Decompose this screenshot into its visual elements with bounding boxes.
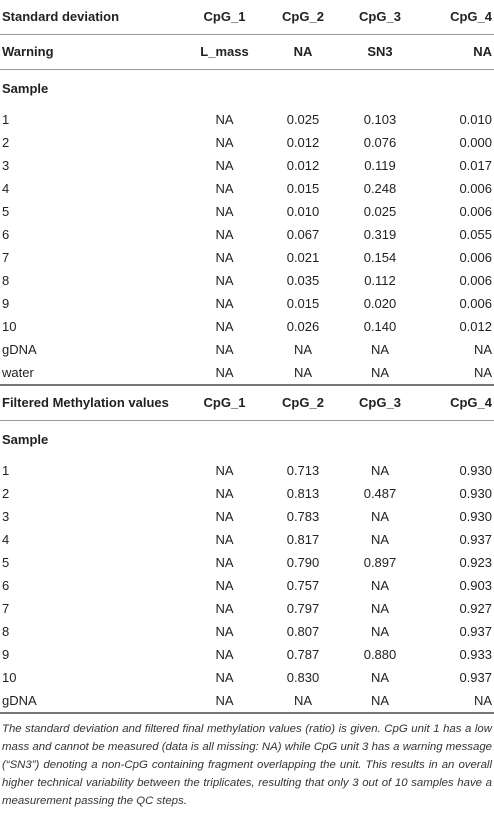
cpg3-value: 0.076 — [363, 135, 397, 150]
table-row — [0, 315, 494, 338]
cpg1-value: NA — [215, 365, 234, 380]
table-row — [0, 643, 494, 666]
table-row — [0, 597, 494, 620]
sample-label: water — [2, 365, 34, 380]
cpg3-value: NA — [370, 463, 390, 478]
sample-label: 6 — [2, 578, 10, 593]
methylation-section — [0, 385, 494, 712]
cpg3-value: NA — [370, 532, 390, 547]
sample-label: 5 — [2, 555, 10, 570]
cpg1-value: NA — [215, 227, 234, 242]
cpg2-value: 0.067 — [286, 227, 320, 242]
cpg1-value: NA — [215, 555, 234, 570]
table-row — [0, 574, 494, 597]
cpg4-value: 0.006 — [459, 181, 492, 196]
cpg3-value: NA — [370, 578, 390, 593]
warning-label: Warning — [2, 44, 54, 59]
cpg1-value: NA — [215, 250, 234, 265]
cpg4-value: 0.930 — [459, 509, 492, 524]
cpg1-value: NA — [215, 532, 234, 547]
col-header-cpg2: CpG_2 — [267, 0, 339, 35]
cpg3-value: 0.020 — [363, 296, 397, 311]
sample-subheader-row — [0, 421, 494, 460]
sample-label: 3 — [2, 509, 10, 524]
sample-label: 9 — [2, 647, 10, 662]
sample-label: 7 — [2, 250, 10, 265]
cpg2-value: NA — [293, 342, 313, 357]
cpg4-value: 0.017 — [459, 158, 492, 173]
table-row — [0, 505, 494, 528]
col-header-cpg1: CpG_1 — [182, 385, 267, 421]
cpg1-value: NA — [215, 647, 234, 662]
cpg2-value: 0.757 — [286, 578, 320, 593]
cpg3-value: NA — [370, 601, 390, 616]
cpg3-value: 0.140 — [363, 319, 397, 334]
cpg4-value: 0.006 — [459, 273, 492, 288]
table-row — [0, 246, 494, 269]
cpg1-value: NA — [215, 342, 234, 357]
col-header-cpg4: CpG_4 — [421, 385, 494, 421]
sample-label: 4 — [2, 532, 10, 547]
cpg2-value: 0.026 — [286, 319, 320, 334]
cpg2-value: 0.012 — [286, 158, 320, 173]
cpg1-value: NA — [215, 578, 234, 593]
cpg3-value: 0.880 — [363, 647, 397, 662]
sample-label: 5 — [2, 204, 10, 219]
cpg1-value: NA — [215, 601, 234, 616]
cpg4-value: 0.930 — [459, 486, 492, 501]
table-row — [0, 108, 494, 131]
cpg3-value: 0.112 — [364, 273, 396, 288]
warning-cpg1: L_mass — [200, 44, 249, 59]
cpg2-value: 0.021 — [286, 250, 320, 265]
cpg1-value: NA — [215, 670, 234, 685]
table-row — [0, 689, 494, 712]
cpg2-value: 0.830 — [286, 670, 320, 685]
cpg1-value: NA — [215, 204, 234, 219]
cpg3-value: 0.154 — [363, 250, 397, 265]
cpg3-value: 0.248 — [363, 181, 397, 196]
cpg4-value: 0.927 — [459, 601, 492, 616]
methylation-header-row — [0, 385, 494, 421]
cpg1-value: NA — [215, 509, 234, 524]
sample-label: 3 — [2, 158, 10, 173]
cpg3-value: 0.319 — [363, 227, 397, 242]
sample-label: 2 — [2, 486, 10, 501]
warning-cpg4: NA — [473, 44, 492, 59]
warning-row — [0, 35, 494, 70]
sample-subheader: Sample — [0, 70, 494, 109]
cpg2-value: 0.790 — [286, 555, 320, 570]
cpg2-value: NA — [293, 693, 313, 708]
sample-label: 8 — [2, 273, 10, 288]
cpg4-value: 0.010 — [459, 112, 492, 127]
cpg3-value: NA — [370, 509, 390, 524]
table-row — [0, 269, 494, 292]
cpg1-value: NA — [215, 486, 234, 501]
cpg4-value: 0.006 — [459, 296, 492, 311]
sample-label: gDNA — [2, 693, 37, 708]
cpg1-value: NA — [215, 135, 234, 150]
table-row — [0, 361, 494, 385]
table-row — [0, 666, 494, 689]
cpg1-value: NA — [215, 181, 234, 196]
cpg2-value: 0.817 — [286, 532, 320, 547]
cpg4-value: 0.937 — [459, 624, 492, 639]
sample-label: 8 — [2, 624, 10, 639]
cpg2-value: 0.787 — [286, 647, 320, 662]
cpg4-value: 0.930 — [459, 463, 492, 478]
cpg2-value: 0.012 — [286, 135, 320, 150]
cpg4-value: NA — [473, 342, 492, 357]
sample-label: 2 — [2, 135, 10, 150]
table-row — [0, 223, 494, 246]
cpg3-value: 0.025 — [363, 204, 397, 219]
cpg2-value: 0.713 — [286, 463, 320, 478]
methylation-title: Filtered Methylation values — [0, 385, 182, 421]
table-row — [0, 551, 494, 574]
cpg2-value: 0.783 — [286, 509, 320, 524]
table-row — [0, 177, 494, 200]
table-row — [0, 200, 494, 223]
cpg2-value: 0.035 — [286, 273, 320, 288]
cpg2-value: 0.015 — [286, 181, 320, 196]
cpg1-value: NA — [215, 624, 234, 639]
cpg4-value: 0.000 — [459, 135, 492, 150]
col-header-cpg3: CpG_3 — [339, 385, 421, 421]
sample-label: 1 — [2, 463, 10, 478]
cpg4-value: NA — [473, 365, 492, 380]
cpg4-value: 0.006 — [459, 250, 492, 265]
std-dev-title: Standard deviation — [0, 0, 182, 35]
cpg4-value: 0.923 — [459, 555, 492, 570]
sample-label: 10 — [2, 670, 17, 685]
cpg2-value: NA — [293, 365, 313, 380]
cpg4-value: 0.006 — [459, 204, 492, 219]
cpg3-value: 0.487 — [363, 486, 397, 501]
table-row — [0, 482, 494, 505]
table-row — [0, 292, 494, 315]
table-row — [0, 154, 494, 177]
warning-cpg3: SN3 — [367, 44, 393, 59]
cpg4-value: 0.937 — [459, 532, 492, 547]
table-row — [0, 459, 494, 482]
cpg3-value: NA — [370, 342, 390, 357]
sample-label: 7 — [2, 601, 10, 616]
cpg1-value: NA — [215, 319, 234, 334]
cpg2-value: 0.010 — [286, 204, 320, 219]
table-row — [0, 131, 494, 154]
cpg4-value: 0.937 — [459, 670, 492, 685]
cpg2-value: 0.797 — [286, 601, 320, 616]
sample-label: 4 — [2, 181, 10, 196]
col-header-cpg3: CpG_3 — [339, 0, 421, 35]
std-dev-header-row — [0, 0, 494, 35]
sample-label: 1 — [2, 112, 10, 127]
cpg4-value: 0.933 — [459, 647, 492, 662]
cpg1-value: NA — [215, 296, 234, 311]
sample-subheader-row — [0, 70, 494, 109]
cpg1-value: NA — [215, 112, 234, 127]
std-dev-section — [0, 0, 494, 385]
cpg2-value: 0.015 — [286, 296, 320, 311]
table-row — [0, 338, 494, 361]
cpg1-value: NA — [215, 693, 234, 708]
sample-label: 9 — [2, 296, 10, 311]
cpg2-value: 0.807 — [286, 624, 320, 639]
cpg2-value: 0.025 — [286, 112, 320, 127]
sample-label: 10 — [2, 319, 17, 334]
cpg4-value: 0.055 — [459, 227, 492, 242]
cpg3-value: 0.103 — [363, 112, 397, 127]
table-footnote: The standard deviation and filtered final methylation values (ratio) is given. CpG unit 1 has a low mass and cannot be measured (data is all missing: NA) while CpG unit 3 has a warning message (“SN3”) denoting a non-CpG containing fragment overlapping the unit. This results in an overall higher technical variability between the triplicates, resulting that only 3 out of 10 samples have a measurement passing the QC steps. — [0, 712, 494, 810]
cpg3-value: 0.119 — [364, 158, 396, 173]
table-row — [0, 620, 494, 643]
cpg4-value: NA — [473, 693, 492, 708]
sample-subheader: Sample — [2, 432, 49, 447]
cpg3-value: NA — [370, 624, 390, 639]
sample-label: 6 — [2, 227, 10, 242]
cpg1-value: NA — [215, 273, 234, 288]
col-header-cpg4: CpG_4 — [421, 0, 494, 35]
cpg1-value: NA — [215, 463, 234, 478]
cpg3-value: NA — [370, 693, 390, 708]
col-header-cpg1: CpG_1 — [182, 0, 267, 35]
col-header-cpg2: CpG_2 — [267, 385, 339, 421]
cpg1-value: NA — [215, 158, 234, 173]
sample-label: gDNA — [2, 342, 37, 357]
cpg3-value: NA — [370, 670, 390, 685]
cpg3-value: 0.897 — [363, 555, 397, 570]
cpg4-value: 0.012 — [459, 319, 492, 334]
table-row — [0, 528, 494, 551]
cpg2-value: 0.813 — [286, 486, 320, 501]
cpg4-value: 0.903 — [459, 578, 492, 593]
cpg3-value: NA — [370, 365, 390, 380]
warning-cpg2: NA — [293, 44, 313, 59]
